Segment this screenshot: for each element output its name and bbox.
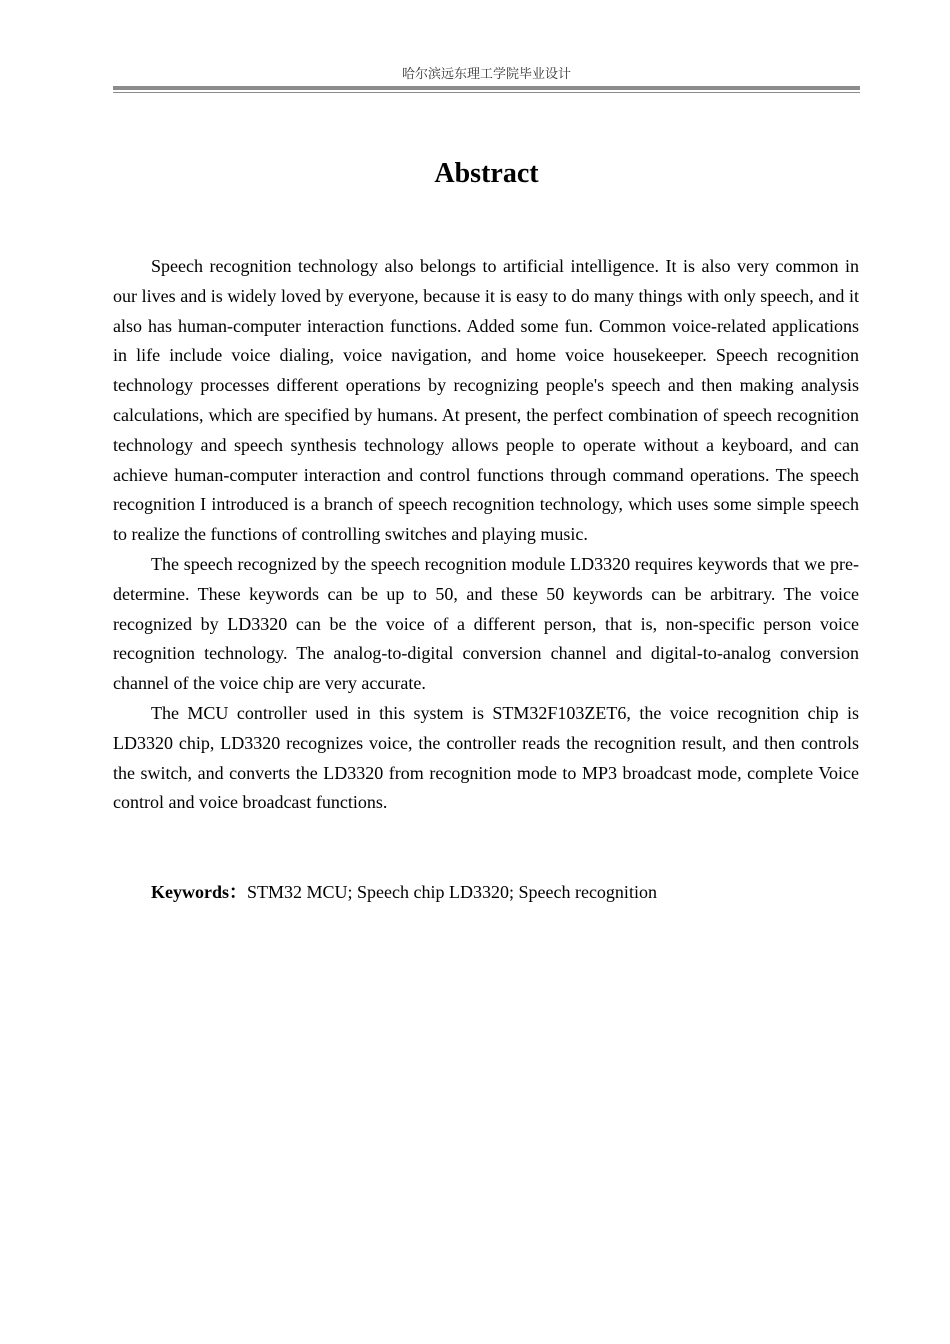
keywords-text: STM32 MCU; Speech chip LD3320; Speech recognition bbox=[247, 882, 657, 902]
header-rule-thin bbox=[113, 92, 860, 93]
abstract-paragraph-3: The MCU controller used in this system is STM32F103ZET6, the voice recognition chip is LD3320 chip, LD3320 recognizes voice, the controller reads the recognition result, and then controls the switch, and converts the LD3320 from recognition mode to MP3 broadcast mode, complete Voice control and voice broadcast functions. bbox=[113, 702, 859, 813]
keywords-line bbox=[113, 878, 859, 908]
header-rule bbox=[113, 86, 860, 90]
keywords-label: Keywords： bbox=[151, 882, 247, 902]
abstract-body bbox=[113, 252, 859, 818]
abstract-paragraph-1: Speech recognition technology also belongs to artificial intelligence. It is also very common in our lives and is widely loved by everyone, because it is easy to do many things with only speech, and it also has human-computer interaction functions. Added some fun. Common voice-related applications in life include voice dialing, voice navigation, and home voice housekeeper. Speech recognition technology processes different operations by recognizing people's speech and then making analysis calculations, which are specified by humans. At present, the perfect combination of speech recognition technology and speech synthesis technology allows people to operate without a keyboard, and can achieve human-computer interaction and control functions through command operations. The speech recognition I introduced is a branch of speech recognition technology, which uses some simple speech to realize the functions of controlling switches and playing music. bbox=[113, 256, 859, 545]
abstract-title: Abstract bbox=[434, 158, 539, 189]
page-header: 哈尔滨远东理工学院毕业设计 bbox=[401, 67, 571, 82]
abstract-paragraph-2: The speech recognized by the speech recognition module LD3320 requires keywords that we pre-determine. These keywords can be up to 50, and these 50 keywords can be arbitrary. The voice recognized by LD3320 can be the voice of a different person, that is, non-specific person voice recognition technology. The analog-to-digital conversion channel and digital-to-analog conversion channel of the voice chip are very accurate. bbox=[113, 553, 859, 694]
